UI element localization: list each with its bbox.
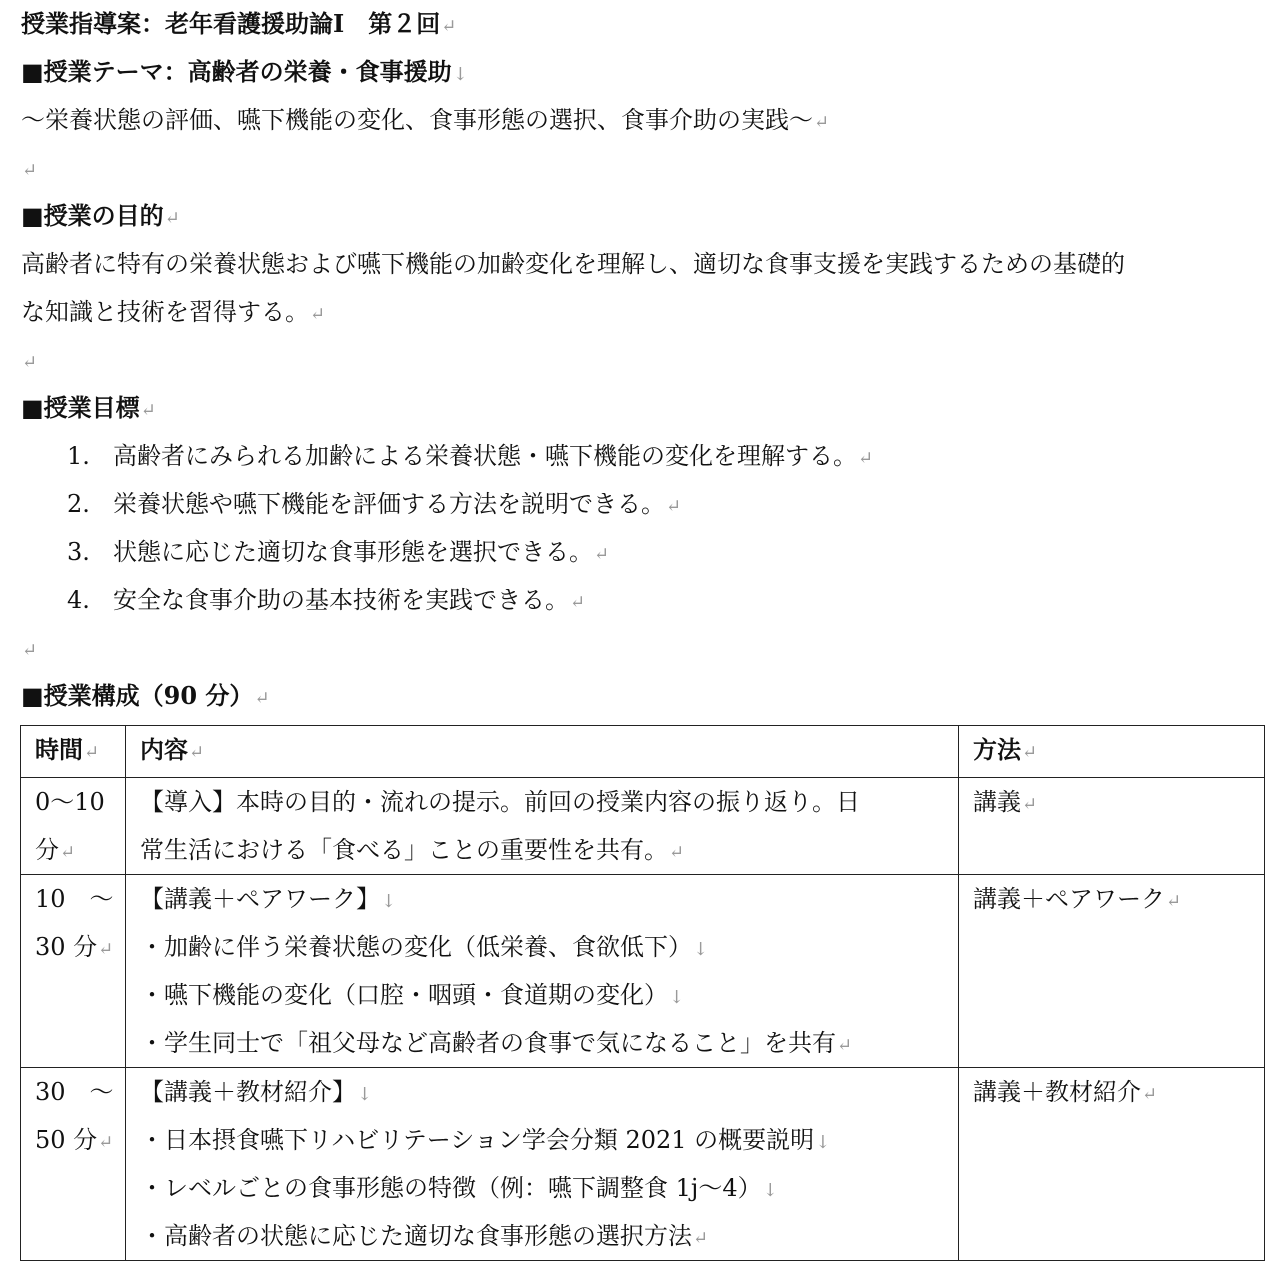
line-break-mark: ↓ <box>762 1180 778 1201</box>
objectives-heading[interactable]: ■授業目標↵ <box>21 393 156 422</box>
paragraph-mark: ↵ <box>858 448 874 469</box>
paragraph-mark: ↵ <box>22 640 38 661</box>
method-cell[interactable]: 講義＋ペアワーク↵ <box>959 875 1265 1068</box>
cell-mark: ↵ <box>1022 742 1038 763</box>
document-title[interactable]: 授業指導案：老年看護援助論Ⅰ 第２回↵ <box>21 9 457 38</box>
paragraph-mark: ↵ <box>22 352 38 373</box>
objective-item[interactable]: 4. 安全な食事介助の基本技術を実践できる。↵ <box>21 576 1267 624</box>
theme-heading[interactable]: ■授業テーマ：高齢者の栄養・食事援助↓ <box>21 57 468 86</box>
paragraph-mark: ↵ <box>140 400 156 421</box>
structure-heading[interactable]: ■授業構成（90 分）↵ <box>21 681 270 710</box>
cell-mark: ↵ <box>669 842 685 863</box>
objective-item[interactable]: 1. 高齢者にみられる加齢による栄養状態・嚥下機能の変化を理解する。↵ <box>21 432 1267 480</box>
table-row <box>21 1068 1265 1261</box>
column-header-content[interactable]: 内容↵ <box>126 726 959 778</box>
line-break-mark: ↓ <box>693 939 709 960</box>
purpose-heading[interactable]: ■授業の目的↵ <box>21 201 180 230</box>
time-cell[interactable]: 10 ～ 30 分↵ <box>21 875 126 1068</box>
objective-item[interactable]: 2. 栄養状態や嚥下機能を評価する方法を説明できる。↵ <box>21 480 1267 528</box>
document-body <box>21 0 1267 720</box>
line-break-mark: ↓ <box>381 891 397 912</box>
cell-mark: ↵ <box>189 742 205 763</box>
empty-paragraph[interactable] <box>21 624 1267 672</box>
paragraph-mark: ↵ <box>254 688 270 709</box>
column-header-method[interactable]: 方法↵ <box>959 726 1265 778</box>
paragraph-mark: ↵ <box>310 304 326 325</box>
method-cell[interactable]: 講義↵ <box>959 778 1265 875</box>
theme-subtitle[interactable]: ～栄養状態の評価、嚥下機能の変化、食事形態の選択、食事介助の実践～↵ <box>21 106 830 134</box>
objective-item[interactable]: 3. 状態に応じた適切な食事形態を選択できる。↵ <box>21 528 1267 576</box>
empty-paragraph[interactable] <box>21 144 1267 192</box>
cell-mark: ↵ <box>98 1132 114 1153</box>
paragraph-mark: ↵ <box>164 208 180 229</box>
table-row <box>21 778 1265 875</box>
time-cell[interactable]: 30 ～ 50 分↵ <box>21 1068 126 1261</box>
line-break-mark: ↓ <box>815 1132 831 1153</box>
paragraph-mark: ↵ <box>570 592 586 613</box>
cell-mark: ↵ <box>1022 794 1038 815</box>
method-cell[interactable]: 講義＋教材紹介↵ <box>959 1068 1265 1261</box>
content-cell[interactable]: 【講義＋教材紹介】↓ ・日本摂食嚥下リハビリテーション学会分類 2021 の概要説明↓ ・レベルごとの食事形態の特徴（例：嚥下調整食 1j～4）↓ ・高齢者の状態に応じた適切な食事形態の選択方法↵ <box>126 1068 959 1261</box>
line-break-mark: ↓ <box>452 64 468 85</box>
list-number: 4. <box>67 586 90 614</box>
time-cell[interactable]: 0～10 分↵ <box>21 778 126 875</box>
lesson-schedule-table <box>20 725 1265 1261</box>
cell-mark: ↵ <box>84 742 100 763</box>
content-cell[interactable]: 【導入】本時の目的・流れの提示。前回の授業内容の振り返り。日 常生活における「食べる」ことの重要性を共有。↵ <box>126 778 959 875</box>
purpose-text-line[interactable]: 高齢者に特有の栄養状態および嚥下機能の加齢変化を理解し、適切な食事支援を実践するための基礎的 <box>21 250 1125 278</box>
paragraph-mark: ↵ <box>666 496 682 517</box>
paragraph-mark: ↵ <box>594 544 610 565</box>
content-cell[interactable]: 【講義＋ペアワーク】↓ ・加齢に伴う栄養状態の変化（低栄養、食欲低下）↓ ・嚥下機能の変化（口腔・咽頭・食道期の変化）↓ ・学生同士で「祖父母など高齢者の食事で気になること」を共有↵ <box>126 875 959 1068</box>
line-break-mark: ↓ <box>357 1084 373 1105</box>
cell-mark: ↵ <box>837 1035 853 1056</box>
line-break-mark: ↓ <box>669 987 685 1008</box>
cell-mark: ↵ <box>98 939 114 960</box>
paragraph-mark: ↵ <box>814 112 830 133</box>
cell-mark: ↵ <box>693 1228 709 1249</box>
paragraph-mark: ↵ <box>22 160 38 181</box>
column-header-time[interactable]: 時間↵ <box>21 726 126 778</box>
paragraph-mark: ↵ <box>441 16 457 37</box>
list-number: 2. <box>67 490 90 518</box>
cell-mark: ↵ <box>1142 1084 1158 1105</box>
cell-mark: ↵ <box>60 842 76 863</box>
empty-paragraph[interactable] <box>21 336 1267 384</box>
list-number: 3. <box>67 538 90 566</box>
purpose-text-line[interactable]: な知識と技術を習得する。↵ <box>21 298 326 326</box>
list-number: 1. <box>67 442 90 470</box>
cell-mark: ↵ <box>1166 891 1182 912</box>
table-row <box>21 875 1265 1068</box>
table-header-row <box>21 726 1265 778</box>
